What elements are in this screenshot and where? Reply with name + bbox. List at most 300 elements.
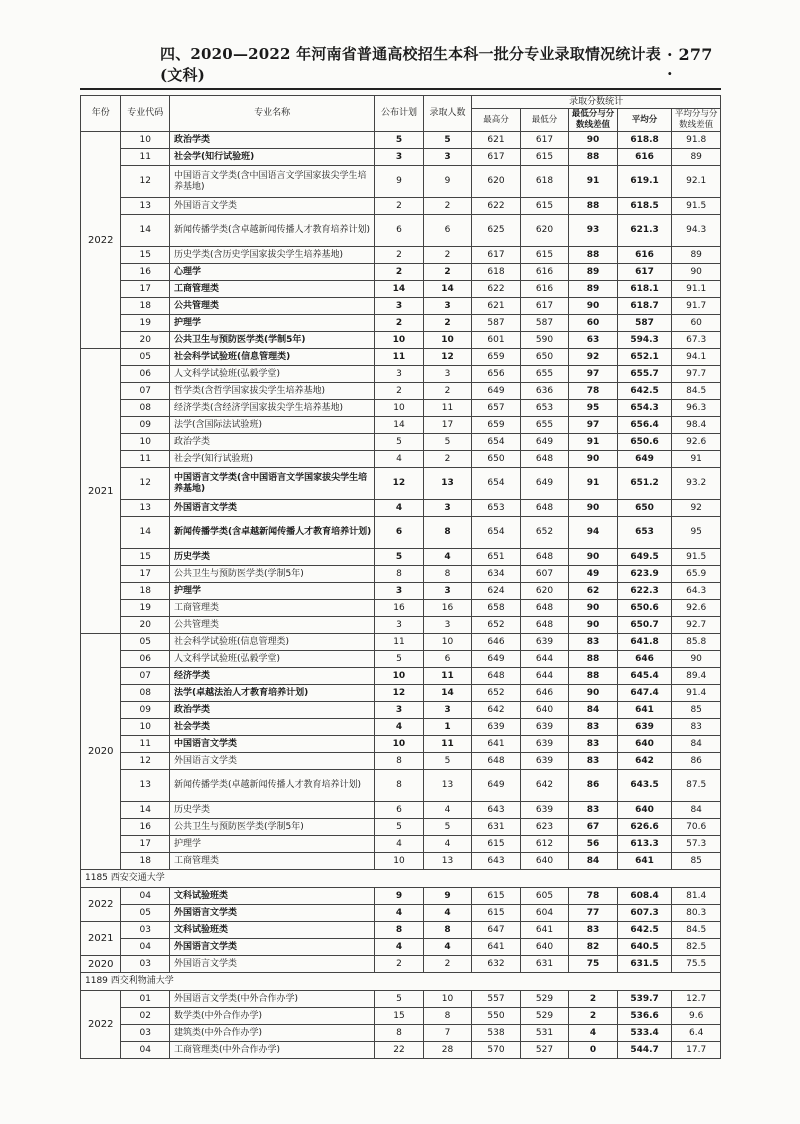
plan-cell: 3	[375, 583, 424, 600]
min-gap-cell: 84	[569, 702, 618, 719]
code-cell: 04	[121, 1042, 170, 1059]
plan-cell: 14	[375, 417, 424, 434]
admitted-cell: 4	[423, 905, 472, 922]
plan-cell: 5	[375, 434, 424, 451]
admitted-cell: 4	[423, 802, 472, 819]
min-score-cell: 646	[520, 685, 569, 702]
min-gap-cell: 88	[569, 247, 618, 264]
plan-cell: 2	[375, 247, 424, 264]
avg-gap-cell: 84.5	[672, 922, 721, 939]
header-max: 最高分	[472, 109, 521, 132]
major-name-cell: 人文科学试验班(弘毅学堂)	[169, 651, 374, 668]
max-score-cell: 538	[472, 1025, 521, 1042]
max-score-cell: 641	[472, 939, 521, 956]
plan-cell: 4	[375, 500, 424, 517]
avg-score-cell: 641	[617, 702, 672, 719]
min-gap-cell: 2	[569, 991, 618, 1008]
major-name-cell: 社会学(知行试验班)	[169, 451, 374, 468]
min-gap-cell: 2	[569, 1008, 618, 1025]
plan-cell: 14	[375, 281, 424, 298]
avg-score-cell: 642.5	[617, 922, 672, 939]
admitted-cell: 10	[423, 634, 472, 651]
max-score-cell: 621	[472, 132, 521, 149]
max-score-cell: 643	[472, 853, 521, 870]
code-cell: 08	[121, 400, 170, 417]
min-gap-cell: 90	[569, 500, 618, 517]
avg-score-cell: 650.6	[617, 600, 672, 617]
min-gap-cell: 92	[569, 349, 618, 366]
plan-cell: 10	[375, 332, 424, 349]
avg-score-cell: 653	[617, 517, 672, 549]
plan-cell: 15	[375, 1008, 424, 1025]
avg-score-cell: 655.7	[617, 366, 672, 383]
code-cell: 17	[121, 836, 170, 853]
admitted-cell: 4	[423, 549, 472, 566]
code-cell: 13	[121, 198, 170, 215]
table-row	[81, 434, 721, 451]
plan-cell: 2	[375, 198, 424, 215]
institution-row	[81, 870, 721, 888]
table-row	[81, 583, 721, 600]
table-row	[81, 991, 721, 1008]
plan-cell: 16	[375, 600, 424, 617]
plan-cell: 6	[375, 802, 424, 819]
header-avg-gap: 平均分与分数线差值	[672, 109, 721, 132]
table-row	[81, 1042, 721, 1059]
min-gap-cell: 97	[569, 366, 618, 383]
min-gap-cell: 97	[569, 417, 618, 434]
plan-cell: 10	[375, 400, 424, 417]
admitted-cell: 13	[423, 468, 472, 500]
year-cell: 2022	[81, 991, 121, 1059]
max-score-cell: 646	[472, 634, 521, 651]
max-score-cell: 651	[472, 549, 521, 566]
min-gap-cell: 78	[569, 888, 618, 905]
plan-cell: 12	[375, 685, 424, 702]
code-cell: 09	[121, 702, 170, 719]
major-name-cell: 文科试验班类	[169, 922, 374, 939]
avg-gap-cell: 57.3	[672, 836, 721, 853]
min-gap-cell: 91	[569, 166, 618, 198]
code-cell: 14	[121, 802, 170, 819]
code-cell: 13	[121, 500, 170, 517]
min-score-cell: 650	[520, 349, 569, 366]
avg-gap-cell: 60	[672, 315, 721, 332]
major-name-cell: 政治学类	[169, 132, 374, 149]
min-score-cell: 640	[520, 702, 569, 719]
max-score-cell: 615	[472, 836, 521, 853]
plan-cell: 12	[375, 468, 424, 500]
avg-gap-cell: 89.4	[672, 668, 721, 685]
table-row	[81, 956, 721, 973]
max-score-cell: 649	[472, 383, 521, 400]
avg-score-cell: 650.6	[617, 434, 672, 451]
max-score-cell: 632	[472, 956, 521, 973]
code-cell: 05	[121, 905, 170, 922]
avg-score-cell: 651.2	[617, 468, 672, 500]
min-gap-cell: 75	[569, 956, 618, 973]
min-gap-cell: 4	[569, 1025, 618, 1042]
min-score-cell: 529	[520, 1008, 569, 1025]
min-gap-cell: 86	[569, 770, 618, 802]
avg-score-cell: 640.5	[617, 939, 672, 956]
min-score-cell: 639	[520, 719, 569, 736]
min-score-cell: 587	[520, 315, 569, 332]
plan-cell: 11	[375, 349, 424, 366]
major-name-cell: 中国语言文学类	[169, 736, 374, 753]
min-score-cell: 640	[520, 853, 569, 870]
table-row	[81, 668, 721, 685]
table-row	[81, 549, 721, 566]
min-score-cell: 649	[520, 468, 569, 500]
plan-cell: 3	[375, 366, 424, 383]
major-name-cell: 新闻传播学类(含卓越新闻传播人才教育培养计划)	[169, 215, 374, 247]
max-score-cell: 634	[472, 566, 521, 583]
admitted-cell: 14	[423, 685, 472, 702]
avg-gap-cell: 12.7	[672, 991, 721, 1008]
major-name-cell: 文科试验班类	[169, 888, 374, 905]
year-cell: 2021	[81, 922, 121, 956]
min-gap-cell: 90	[569, 451, 618, 468]
major-name-cell: 公共管理类	[169, 298, 374, 315]
min-score-cell: 648	[520, 451, 569, 468]
avg-gap-cell: 98.4	[672, 417, 721, 434]
avg-score-cell: 607.3	[617, 905, 672, 922]
avg-gap-cell: 91.8	[672, 132, 721, 149]
plan-cell: 6	[375, 215, 424, 247]
table-row	[81, 149, 721, 166]
max-score-cell: 653	[472, 500, 521, 517]
avg-score-cell: 641.8	[617, 634, 672, 651]
table-row	[81, 770, 721, 802]
max-score-cell: 652	[472, 685, 521, 702]
major-name-cell: 外国语言文学类	[169, 198, 374, 215]
table-row	[81, 400, 721, 417]
table-row	[81, 634, 721, 651]
table-row	[81, 366, 721, 383]
institution-title: 1189 西交利物浦大学	[81, 973, 721, 991]
avg-score-cell: 618.7	[617, 298, 672, 315]
plan-cell: 4	[375, 905, 424, 922]
avg-score-cell: 643.5	[617, 770, 672, 802]
code-cell: 04	[121, 939, 170, 956]
avg-score-cell: 616	[617, 149, 672, 166]
major-name-cell: 数学类(中外合作办学)	[169, 1008, 374, 1025]
header-admitted: 录取人数	[423, 96, 472, 132]
admitted-cell: 9	[423, 166, 472, 198]
max-score-cell: 570	[472, 1042, 521, 1059]
code-cell: 20	[121, 332, 170, 349]
min-gap-cell: 93	[569, 215, 618, 247]
table-row	[81, 939, 721, 956]
max-score-cell: 621	[472, 298, 521, 315]
code-cell: 11	[121, 451, 170, 468]
table-row	[81, 888, 721, 905]
code-cell: 12	[121, 753, 170, 770]
plan-cell: 3	[375, 298, 424, 315]
major-name-cell: 经济学类	[169, 668, 374, 685]
major-name-cell: 护理学	[169, 315, 374, 332]
max-score-cell: 649	[472, 651, 521, 668]
max-score-cell: 658	[472, 600, 521, 617]
avg-gap-cell: 84.5	[672, 383, 721, 400]
max-score-cell: 654	[472, 468, 521, 500]
admitted-cell: 2	[423, 247, 472, 264]
min-score-cell: 607	[520, 566, 569, 583]
avg-score-cell: 649.5	[617, 549, 672, 566]
avg-gap-cell: 91.4	[672, 685, 721, 702]
code-cell: 19	[121, 600, 170, 617]
admitted-cell: 8	[423, 517, 472, 549]
table-row	[81, 349, 721, 366]
table-row	[81, 651, 721, 668]
avg-score-cell: 642	[617, 753, 672, 770]
plan-cell: 4	[375, 836, 424, 853]
header-rule	[80, 88, 721, 90]
major-name-cell: 工商管理类(中外合作办学)	[169, 1042, 374, 1059]
table-row	[81, 500, 721, 517]
code-cell: 03	[121, 956, 170, 973]
plan-cell: 2	[375, 315, 424, 332]
table-row	[81, 685, 721, 702]
avg-gap-cell: 91	[672, 451, 721, 468]
admitted-cell: 6	[423, 215, 472, 247]
plan-cell: 4	[375, 451, 424, 468]
avg-score-cell: 618.5	[617, 198, 672, 215]
min-gap-cell: 90	[569, 617, 618, 634]
admitted-cell: 10	[423, 332, 472, 349]
max-score-cell: 620	[472, 166, 521, 198]
min-score-cell: 648	[520, 500, 569, 517]
admitted-cell: 11	[423, 736, 472, 753]
table-row	[81, 753, 721, 770]
admitted-cell: 13	[423, 853, 472, 870]
avg-score-cell: 631.5	[617, 956, 672, 973]
max-score-cell: 618	[472, 264, 521, 281]
page-title: 四、2020—2022 年河南省普通高校招生本科一批分专业录取情况统计表(文科)	[160, 45, 661, 84]
min-gap-cell: 89	[569, 264, 618, 281]
major-name-cell: 护理学	[169, 836, 374, 853]
header-code: 专业代码	[121, 96, 170, 132]
code-cell: 09	[121, 417, 170, 434]
avg-gap-cell: 97.7	[672, 366, 721, 383]
avg-gap-cell: 17.7	[672, 1042, 721, 1059]
min-score-cell: 529	[520, 991, 569, 1008]
code-cell: 07	[121, 383, 170, 400]
avg-gap-cell: 65.9	[672, 566, 721, 583]
table-row	[81, 702, 721, 719]
table-row	[81, 566, 721, 583]
admitted-cell: 4	[423, 939, 472, 956]
code-cell: 20	[121, 617, 170, 634]
admitted-cell: 2	[423, 451, 472, 468]
avg-gap-cell: 84	[672, 736, 721, 753]
min-gap-cell: 89	[569, 281, 618, 298]
min-score-cell: 642	[520, 770, 569, 802]
major-name-cell: 外国语言文学类	[169, 939, 374, 956]
avg-gap-cell: 91.1	[672, 281, 721, 298]
code-cell: 03	[121, 1025, 170, 1042]
max-score-cell: 617	[472, 149, 521, 166]
plan-cell: 8	[375, 566, 424, 583]
table-row	[81, 468, 721, 500]
table-row	[81, 264, 721, 281]
min-score-cell: 531	[520, 1025, 569, 1042]
major-name-cell: 新闻传播学类(卓越新闻传播人才教育培养计划)	[169, 770, 374, 802]
min-gap-cell: 83	[569, 719, 618, 736]
avg-score-cell: 649	[617, 451, 672, 468]
min-score-cell: 617	[520, 132, 569, 149]
code-cell: 07	[121, 668, 170, 685]
min-score-cell: 640	[520, 939, 569, 956]
major-name-cell: 工商管理类	[169, 600, 374, 617]
code-cell: 18	[121, 298, 170, 315]
min-gap-cell: 88	[569, 149, 618, 166]
plan-cell: 10	[375, 668, 424, 685]
institution-title: 1185 西安交通大学	[81, 870, 721, 888]
admitted-cell: 12	[423, 349, 472, 366]
avg-gap-cell: 6.4	[672, 1025, 721, 1042]
admitted-cell: 5	[423, 434, 472, 451]
max-score-cell: 617	[472, 247, 521, 264]
min-score-cell: 527	[520, 1042, 569, 1059]
avg-gap-cell: 89	[672, 247, 721, 264]
min-score-cell: 639	[520, 634, 569, 651]
plan-cell: 2	[375, 956, 424, 973]
plan-cell: 8	[375, 1025, 424, 1042]
max-score-cell: 652	[472, 617, 521, 634]
admitted-cell: 8	[423, 566, 472, 583]
min-score-cell: 648	[520, 617, 569, 634]
min-score-cell: 615	[520, 247, 569, 264]
avg-gap-cell: 94.3	[672, 215, 721, 247]
code-cell: 04	[121, 888, 170, 905]
avg-gap-cell: 80.3	[672, 905, 721, 922]
plan-cell: 8	[375, 753, 424, 770]
avg-gap-cell: 94.1	[672, 349, 721, 366]
major-name-cell: 工商管理类	[169, 853, 374, 870]
min-score-cell: 641	[520, 922, 569, 939]
avg-gap-cell: 85	[672, 853, 721, 870]
avg-score-cell: 618.8	[617, 132, 672, 149]
major-name-cell: 中国语言文学类(含中国语言文学国家拔尖学生培养基地)	[169, 166, 374, 198]
code-cell: 13	[121, 770, 170, 802]
avg-score-cell: 594.3	[617, 332, 672, 349]
min-gap-cell: 90	[569, 132, 618, 149]
major-name-cell: 历史学类(含历史学国家拔尖学生培养基地)	[169, 247, 374, 264]
plan-cell: 11	[375, 634, 424, 651]
min-gap-cell: 63	[569, 332, 618, 349]
avg-gap-cell: 95	[672, 517, 721, 549]
table-row	[81, 836, 721, 853]
min-gap-cell: 83	[569, 634, 618, 651]
min-gap-cell: 88	[569, 651, 618, 668]
admitted-cell: 5	[423, 819, 472, 836]
major-name-cell: 社会科学试验班(信息管理类)	[169, 349, 374, 366]
code-cell: 15	[121, 549, 170, 566]
min-score-cell: 631	[520, 956, 569, 973]
plan-cell: 3	[375, 617, 424, 634]
table-row	[81, 451, 721, 468]
max-score-cell: 656	[472, 366, 521, 383]
plan-cell: 2	[375, 264, 424, 281]
max-score-cell: 624	[472, 583, 521, 600]
major-name-cell: 公共卫生与预防医学类(学制5年)	[169, 332, 374, 349]
header-min: 最低分	[520, 109, 569, 132]
plan-cell: 5	[375, 991, 424, 1008]
min-gap-cell: 90	[569, 298, 618, 315]
avg-score-cell: 626.6	[617, 819, 672, 836]
plan-cell: 2	[375, 383, 424, 400]
min-gap-cell: 90	[569, 600, 618, 617]
min-score-cell: 618	[520, 166, 569, 198]
major-name-cell: 政治学类	[169, 702, 374, 719]
code-cell: 12	[121, 468, 170, 500]
max-score-cell: 622	[472, 281, 521, 298]
code-cell: 14	[121, 215, 170, 247]
header-score-group: 录取分数统计	[472, 96, 721, 109]
admitted-cell: 11	[423, 668, 472, 685]
avg-score-cell: 623.9	[617, 566, 672, 583]
code-cell: 06	[121, 366, 170, 383]
min-score-cell: 616	[520, 281, 569, 298]
avg-score-cell: 652.1	[617, 349, 672, 366]
max-score-cell: 557	[472, 991, 521, 1008]
max-score-cell: 647	[472, 922, 521, 939]
admitted-cell: 7	[423, 1025, 472, 1042]
code-cell: 10	[121, 132, 170, 149]
min-score-cell: 655	[520, 417, 569, 434]
min-gap-cell: 62	[569, 583, 618, 600]
code-cell: 17	[121, 566, 170, 583]
min-gap-cell: 78	[569, 383, 618, 400]
avg-gap-cell: 90	[672, 651, 721, 668]
major-name-cell: 护理学	[169, 583, 374, 600]
max-score-cell: 648	[472, 753, 521, 770]
avg-gap-cell: 82.5	[672, 939, 721, 956]
table-row	[81, 247, 721, 264]
table-row	[81, 905, 721, 922]
table-row	[81, 132, 721, 149]
code-cell: 14	[121, 517, 170, 549]
avg-gap-cell: 9.6	[672, 1008, 721, 1025]
min-score-cell: 655	[520, 366, 569, 383]
avg-score-cell: 639	[617, 719, 672, 736]
code-cell: 18	[121, 853, 170, 870]
max-score-cell: 659	[472, 349, 521, 366]
max-score-cell: 622	[472, 198, 521, 215]
code-cell: 12	[121, 166, 170, 198]
admitted-cell: 5	[423, 132, 472, 149]
admitted-cell: 4	[423, 836, 472, 853]
avg-gap-cell: 90	[672, 264, 721, 281]
header-plan: 公布计划	[375, 96, 424, 132]
min-score-cell: 639	[520, 753, 569, 770]
avg-gap-cell: 86	[672, 753, 721, 770]
avg-score-cell: 656.4	[617, 417, 672, 434]
code-cell: 17	[121, 281, 170, 298]
major-name-cell: 外国语言文学类	[169, 500, 374, 517]
avg-gap-cell: 67.3	[672, 332, 721, 349]
max-score-cell: 654	[472, 434, 521, 451]
max-score-cell: 615	[472, 888, 521, 905]
min-score-cell: 644	[520, 668, 569, 685]
min-gap-cell: 0	[569, 1042, 618, 1059]
table-row	[81, 281, 721, 298]
avg-gap-cell: 92.1	[672, 166, 721, 198]
admitted-cell: 2	[423, 198, 472, 215]
code-cell: 15	[121, 247, 170, 264]
